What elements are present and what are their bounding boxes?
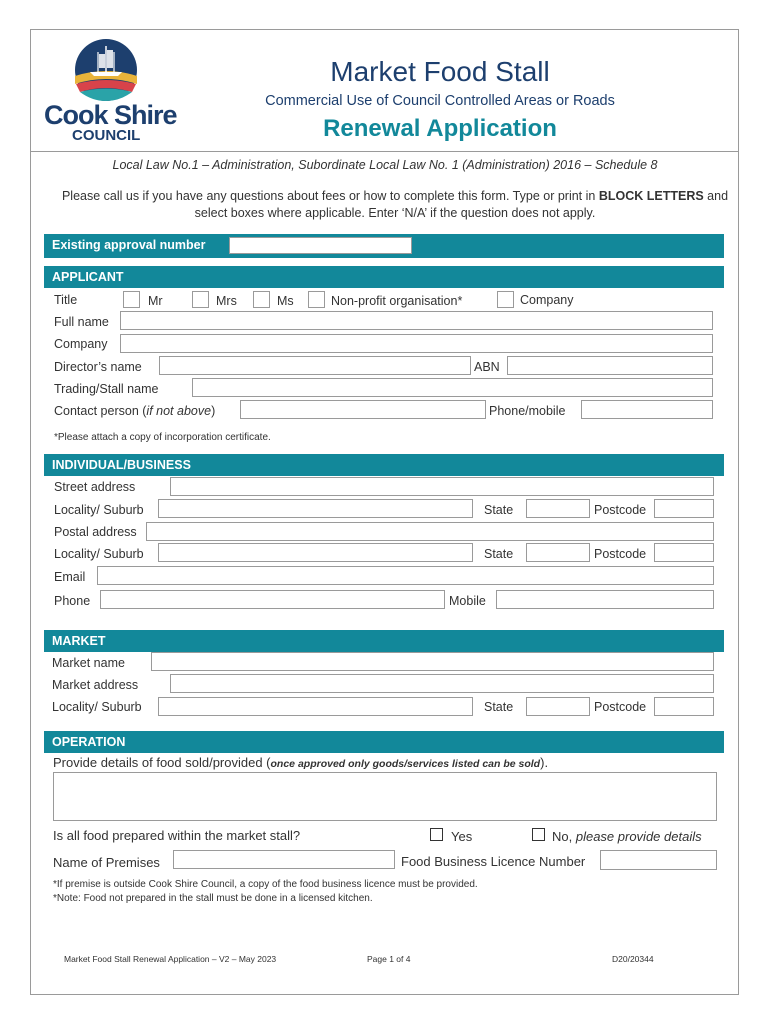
prepared-no-text: No, (552, 829, 576, 844)
market-state-input[interactable] (526, 697, 590, 716)
state-input[interactable] (526, 499, 590, 518)
form-subtitle: Commercial Use of Council Controlled Areas or Roads (265, 93, 615, 109)
market-locality-label: Locality/ Suburb (52, 700, 142, 714)
kitchen-note: *Note: Food not prepared in the stall must be done in a licensed kitchen. (53, 893, 373, 904)
form-title: Market Food Stall (330, 56, 550, 87)
directors-name-input[interactable] (159, 356, 471, 375)
title-mrs-label: Mrs (216, 294, 237, 308)
operation-heading: OPERATION (44, 731, 724, 753)
header-divider (31, 151, 739, 152)
directors-name-label: Director’s name (54, 360, 142, 374)
market-state-label: State (484, 700, 514, 714)
market-heading: MARKET (44, 630, 724, 652)
logo-text-primary: Cook Shire (44, 100, 177, 130)
logo-text-secondary: COUNCIL (72, 127, 141, 144)
prepared-no-italic: please provide details (575, 829, 702, 844)
phone-label: Phone (54, 594, 91, 608)
market-postcode-label: Postcode (594, 700, 647, 714)
intro-part1: Please call us if you have any questions about fees or how to complete this form. Type or print in (61, 189, 599, 203)
company-label: Company (54, 337, 108, 351)
mobile-label: Mobile (449, 594, 486, 608)
food-details-text: Provide details of food sold/provided ( (53, 755, 271, 770)
phone-mobile-input[interactable] (581, 400, 713, 419)
licence-note: *If premise is outside Cook Shire Council, a copy of the food business licence must be provided. (53, 879, 478, 890)
licence-input[interactable] (600, 850, 717, 870)
email-label: Email (54, 570, 86, 584)
food-details-close: ). (540, 755, 549, 770)
postal-postcode-label: Postcode (594, 547, 647, 561)
postal-state-label: State (484, 547, 514, 561)
title-label: Title (54, 293, 78, 307)
council-logo (40, 38, 180, 143)
postcode-label: Postcode (594, 503, 647, 517)
incorporation-note: *Please attach a copy of incorporation certificate. (54, 432, 271, 443)
company-input[interactable] (120, 334, 713, 353)
full-name-input[interactable] (120, 311, 713, 330)
abn-label: ABN (474, 360, 500, 374)
food-details-italic: once approved only goods/services listed can be sold (270, 758, 541, 770)
prepared-no-label (552, 829, 702, 844)
market-name-label: Market name (52, 656, 125, 670)
contact-person-label (54, 404, 215, 418)
email-input[interactable] (97, 566, 714, 585)
locality-input[interactable] (158, 499, 473, 518)
prepared-question: Is all food prepared within the market stall? (53, 828, 301, 843)
title-company-label: Company (520, 293, 574, 307)
intro-part2: and select boxes where applicable. Enter ‘N/A’ if the question does not apply. (194, 189, 729, 220)
food-details-textarea[interactable] (53, 772, 717, 821)
prepared-yes-label: Yes (451, 829, 473, 844)
phone-input[interactable] (100, 590, 445, 609)
contact-person-italic: if not above (146, 404, 212, 418)
title-mrs-checkbox[interactable] (192, 291, 209, 308)
footer-page-number: Page 1 of 4 (367, 954, 411, 964)
market-address-label: Market address (52, 678, 139, 692)
street-address-input[interactable] (170, 477, 714, 496)
contact-person-text: Contact person ( (54, 404, 147, 418)
applicant-heading: APPLICANT (44, 266, 724, 288)
title-mr-label: Mr (148, 294, 163, 308)
mobile-input[interactable] (496, 590, 714, 609)
abn-input[interactable] (507, 356, 713, 375)
footer-doc-ref: D20/20344 (612, 954, 654, 964)
trading-name-label: Trading/Stall name (54, 382, 159, 396)
licence-label: Food Business Licence Number (401, 854, 586, 869)
footer-doc-name: Market Food Stall Renewal Application – V2 – May 2023 (64, 954, 277, 964)
prepared-yes-checkbox[interactable] (430, 828, 443, 841)
individual-heading: INDIVIDUAL/BUSINESS (44, 454, 724, 476)
market-address-input[interactable] (170, 674, 714, 693)
market-postcode-input[interactable] (654, 697, 714, 716)
postal-state-input[interactable] (526, 543, 590, 562)
renewal-heading: Renewal Application (323, 115, 557, 142)
postal-address-label: Postal address (54, 525, 137, 539)
market-locality-input[interactable] (158, 697, 473, 716)
phone-mobile-label: Phone/mobile (489, 404, 566, 418)
contact-person-input[interactable] (240, 400, 486, 419)
postal-locality-input[interactable] (158, 543, 473, 562)
law-reference: Local Law No.1 – Administration, Subordinate Local Law No. 1 (Administration) 2016 – Schedule 8 (112, 158, 658, 172)
ship-emblem-icon (40, 38, 180, 103)
street-address-label: Street address (54, 480, 136, 494)
approval-label: Existing approval number (52, 238, 206, 252)
locality-label: Locality/ Suburb (54, 503, 144, 517)
contact-person-close: ) (211, 404, 216, 418)
intro-text (60, 188, 730, 222)
postal-locality-label: Locality/ Suburb (54, 547, 144, 561)
title-mr-checkbox[interactable] (123, 291, 140, 308)
full-name-label: Full name (54, 315, 109, 329)
title-nonprofit-checkbox[interactable] (308, 291, 325, 308)
postal-postcode-input[interactable] (654, 543, 714, 562)
approval-number-input[interactable] (229, 237, 412, 254)
trading-name-input[interactable] (192, 378, 713, 397)
premises-label: Name of Premises (53, 855, 160, 870)
title-ms-label: Ms (277, 294, 294, 308)
state-label: State (484, 503, 514, 517)
title-company-checkbox[interactable] (497, 291, 514, 308)
title-ms-checkbox[interactable] (253, 291, 270, 308)
postal-address-input[interactable] (146, 522, 714, 541)
intro-bold: BLOCK LETTERS (598, 189, 704, 203)
food-details-label (53, 755, 548, 770)
prepared-no-checkbox[interactable] (532, 828, 545, 841)
title-nonprofit-label: Non-profit organisation* (331, 294, 463, 308)
postcode-input[interactable] (654, 499, 714, 518)
market-name-input[interactable] (151, 652, 714, 671)
premises-input[interactable] (173, 850, 395, 869)
